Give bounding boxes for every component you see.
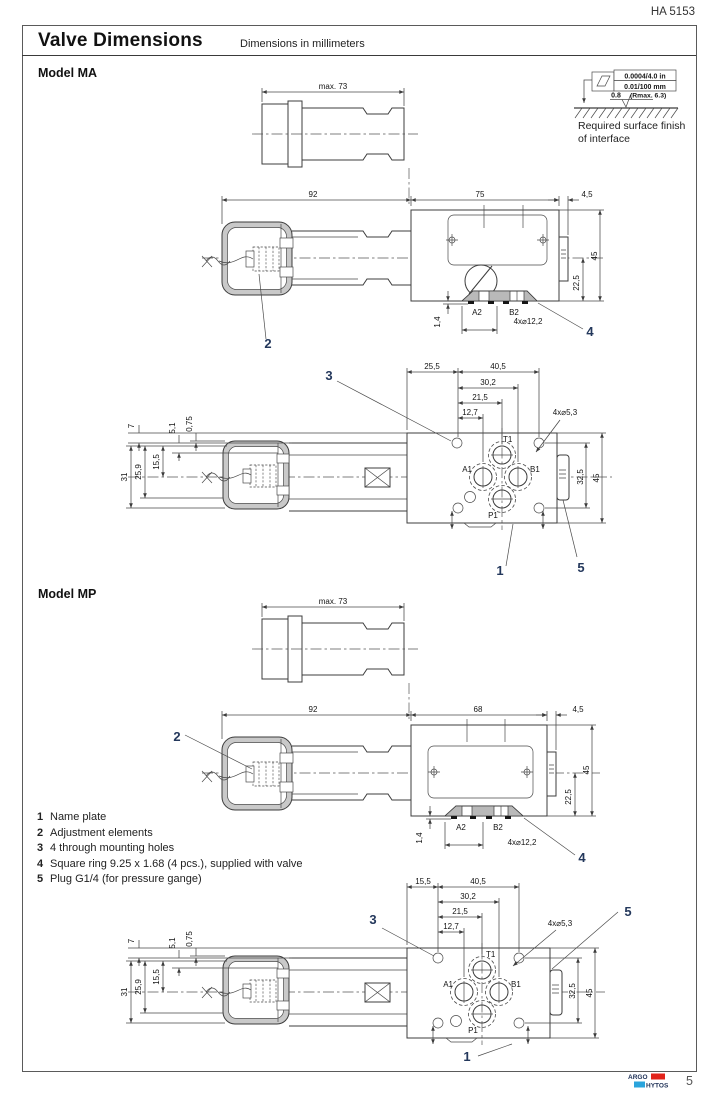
ma-dim-45: 45 xyxy=(590,251,599,261)
mp-dim-5-1: 5,1 xyxy=(168,937,177,949)
mp-side-view xyxy=(173,705,600,865)
ma-square-rings xyxy=(462,291,537,304)
ma-dim-25-9: 25,9 xyxy=(134,464,143,480)
ma-mounting-hole xyxy=(452,438,462,448)
ma-port-a2: A2 xyxy=(472,308,482,317)
ma-mounting-hole xyxy=(453,503,463,513)
mp-dim-25-9: 25,9 xyxy=(134,979,143,995)
ma-dim-40-5: 40,5 xyxy=(490,362,506,371)
model-mp-label: Model MP xyxy=(38,587,97,601)
ma-dim-15-5: 15,5 xyxy=(152,454,161,470)
legend-num: 2 xyxy=(37,826,44,839)
mp-plug-tab xyxy=(550,970,562,1015)
ma-dim-75: 75 xyxy=(475,190,485,199)
mp-callout-4: 4 xyxy=(578,850,586,865)
mp-port-t1: T1 xyxy=(486,950,496,959)
ma-side-plug-tab xyxy=(559,237,568,281)
ma-dim-25-5: 25,5 xyxy=(424,362,440,371)
ma-ring-dim: 4x⌀12,2 xyxy=(513,317,543,326)
ma-dim-32-5: 32,5 xyxy=(576,469,585,485)
legend-num: 3 xyxy=(37,842,44,854)
mp-mounting-hole xyxy=(433,1018,443,1028)
ma-callout-1: 1 xyxy=(496,563,504,578)
mp-dim-15-5-top: 15,5 xyxy=(415,877,431,886)
logo-blue-block xyxy=(634,1082,645,1088)
ma-dim-4-5: 4,5 xyxy=(581,190,593,199)
ma-dim-holes: 4x⌀5,3 xyxy=(552,408,578,417)
flatness-mm: 0.01/100 mm xyxy=(624,84,666,91)
mp-dim-7: 7 xyxy=(127,938,136,944)
mp-dim-45: 45 xyxy=(582,765,591,775)
doc-code: HA 5153 xyxy=(650,6,695,18)
logo-text-hytos: HYTOS xyxy=(646,1082,669,1090)
mp-callout-5: 5 xyxy=(624,904,632,919)
page-subtitle: Dimensions in millimeters xyxy=(240,38,365,50)
ma-callout-3: 3 xyxy=(325,368,333,383)
ma-knob-view xyxy=(252,82,418,206)
model-ma-label: Model MA xyxy=(38,66,98,80)
logo-text-argo: ARGO xyxy=(628,1074,648,1081)
mp-mounting-hole xyxy=(433,953,443,963)
mp-dim-15-5: 15,5 xyxy=(152,969,161,985)
ma-callout-5: 5 xyxy=(577,560,585,575)
ma-valve-body xyxy=(411,210,559,301)
ma-dim-30-2: 30,2 xyxy=(480,378,496,387)
mp-pin-hole xyxy=(451,1016,462,1027)
legend-text: Adjustment elements xyxy=(50,826,153,839)
mp-knob-view xyxy=(252,597,418,721)
ma-plan-view xyxy=(120,362,612,578)
legend-text: Plug G1/4 (for pressure gange) xyxy=(50,873,202,885)
mp-port-p1: P1 xyxy=(468,1026,478,1035)
mp-dim-40-5: 40,5 xyxy=(470,877,486,886)
mp-ring-dim: 4x⌀12,2 xyxy=(507,838,537,847)
ma-callout-2: 2 xyxy=(264,336,272,351)
ma-port-a1: A1 xyxy=(462,465,472,474)
ma-dim-21-5: 21,5 xyxy=(472,393,488,402)
legend-text: Name plate xyxy=(50,811,107,823)
ma-dim-5-1: 5,1 xyxy=(168,422,177,434)
page-title: Valve Dimensions xyxy=(38,30,203,51)
argo-hytos-logo xyxy=(628,1074,669,1090)
mp-dim-32-5: 32,5 xyxy=(568,983,577,999)
mp-dim-21-5: 21,5 xyxy=(452,907,468,916)
mp-mounting-hole xyxy=(514,1018,524,1028)
ma-dim-0-75: 0,75 xyxy=(185,416,194,432)
roughness-max: (Rmax. 6.3) xyxy=(630,92,667,100)
ma-port-b1: B1 xyxy=(530,465,540,474)
mp-port-a2: A2 xyxy=(456,823,466,832)
ma-dim-1-4: 1,4 xyxy=(433,316,442,328)
ma-port-t1: T1 xyxy=(503,435,513,444)
legend-num: 1 xyxy=(37,811,44,823)
ma-plug-tab xyxy=(557,455,569,500)
legend-num: 5 xyxy=(37,873,44,885)
ma-pin-hole xyxy=(465,492,476,503)
ma-dim-7: 7 xyxy=(127,423,136,429)
flatness-in: 0.0004/4.0 in xyxy=(624,73,666,81)
mp-dim-30-2: 30,2 xyxy=(460,892,476,901)
mp-port-a1: A1 xyxy=(443,980,453,989)
ma-callout-4: 4 xyxy=(586,324,594,339)
mp-plan-view xyxy=(120,877,632,1064)
ma-dim-92: 92 xyxy=(308,190,318,199)
mp-dim-4-5: 4,5 xyxy=(572,705,584,714)
mp-knob-length-dim: max. 73 xyxy=(318,597,348,606)
ma-port-b2: B2 xyxy=(509,308,519,317)
mp-dim-68: 68 xyxy=(473,705,483,714)
logo-red-block xyxy=(651,1074,665,1080)
ma-dim-12-7: 12,7 xyxy=(462,408,478,417)
legend-num: 4 xyxy=(37,857,44,870)
page-number: 5 xyxy=(686,1074,693,1088)
mp-dim-1-4: 1,4 xyxy=(415,832,424,844)
ma-mounting-hole xyxy=(534,503,544,513)
mp-callout-1: 1 xyxy=(463,1049,471,1064)
ma-dim-31: 31 xyxy=(120,472,129,482)
surface-finish-symbol xyxy=(574,70,678,118)
mp-dim-31: 31 xyxy=(120,987,129,997)
mp-square-rings xyxy=(445,806,523,819)
mp-dim-0-75: 0,75 xyxy=(185,931,194,947)
ma-knob-length-dim: max. 73 xyxy=(318,82,348,91)
mp-port-b2: B2 xyxy=(493,823,503,832)
legend-text: Square ring 9.25 x 1.68 (4 pcs.), supplied with valve xyxy=(50,857,303,870)
mp-port-b1: B1 xyxy=(511,980,521,989)
ma-dim-22-5: 22,5 xyxy=(572,275,581,291)
mp-dim-92: 92 xyxy=(308,705,318,714)
surface-finish-caption-line2: of interface xyxy=(578,133,630,145)
ma-side-view xyxy=(202,190,604,351)
surface-finish-caption-line1: Required surface finish xyxy=(578,120,686,132)
ma-dim-45p: 45 xyxy=(592,473,601,483)
mp-side-plug-tab xyxy=(547,752,556,796)
mp-dim-holes: 4x⌀5,3 xyxy=(547,919,573,928)
ma-port-p1: P1 xyxy=(488,511,498,520)
mp-dim-22-5: 22,5 xyxy=(564,789,573,805)
roughness-value: 0.8 xyxy=(611,92,621,100)
mp-callout-3: 3 xyxy=(369,912,377,927)
mp-dim-45p: 45 xyxy=(585,988,594,998)
mp-dim-12-7: 12,7 xyxy=(443,922,459,931)
legend-text: 4 through mounting holes xyxy=(50,842,175,854)
mp-callout-2: 2 xyxy=(173,729,181,744)
